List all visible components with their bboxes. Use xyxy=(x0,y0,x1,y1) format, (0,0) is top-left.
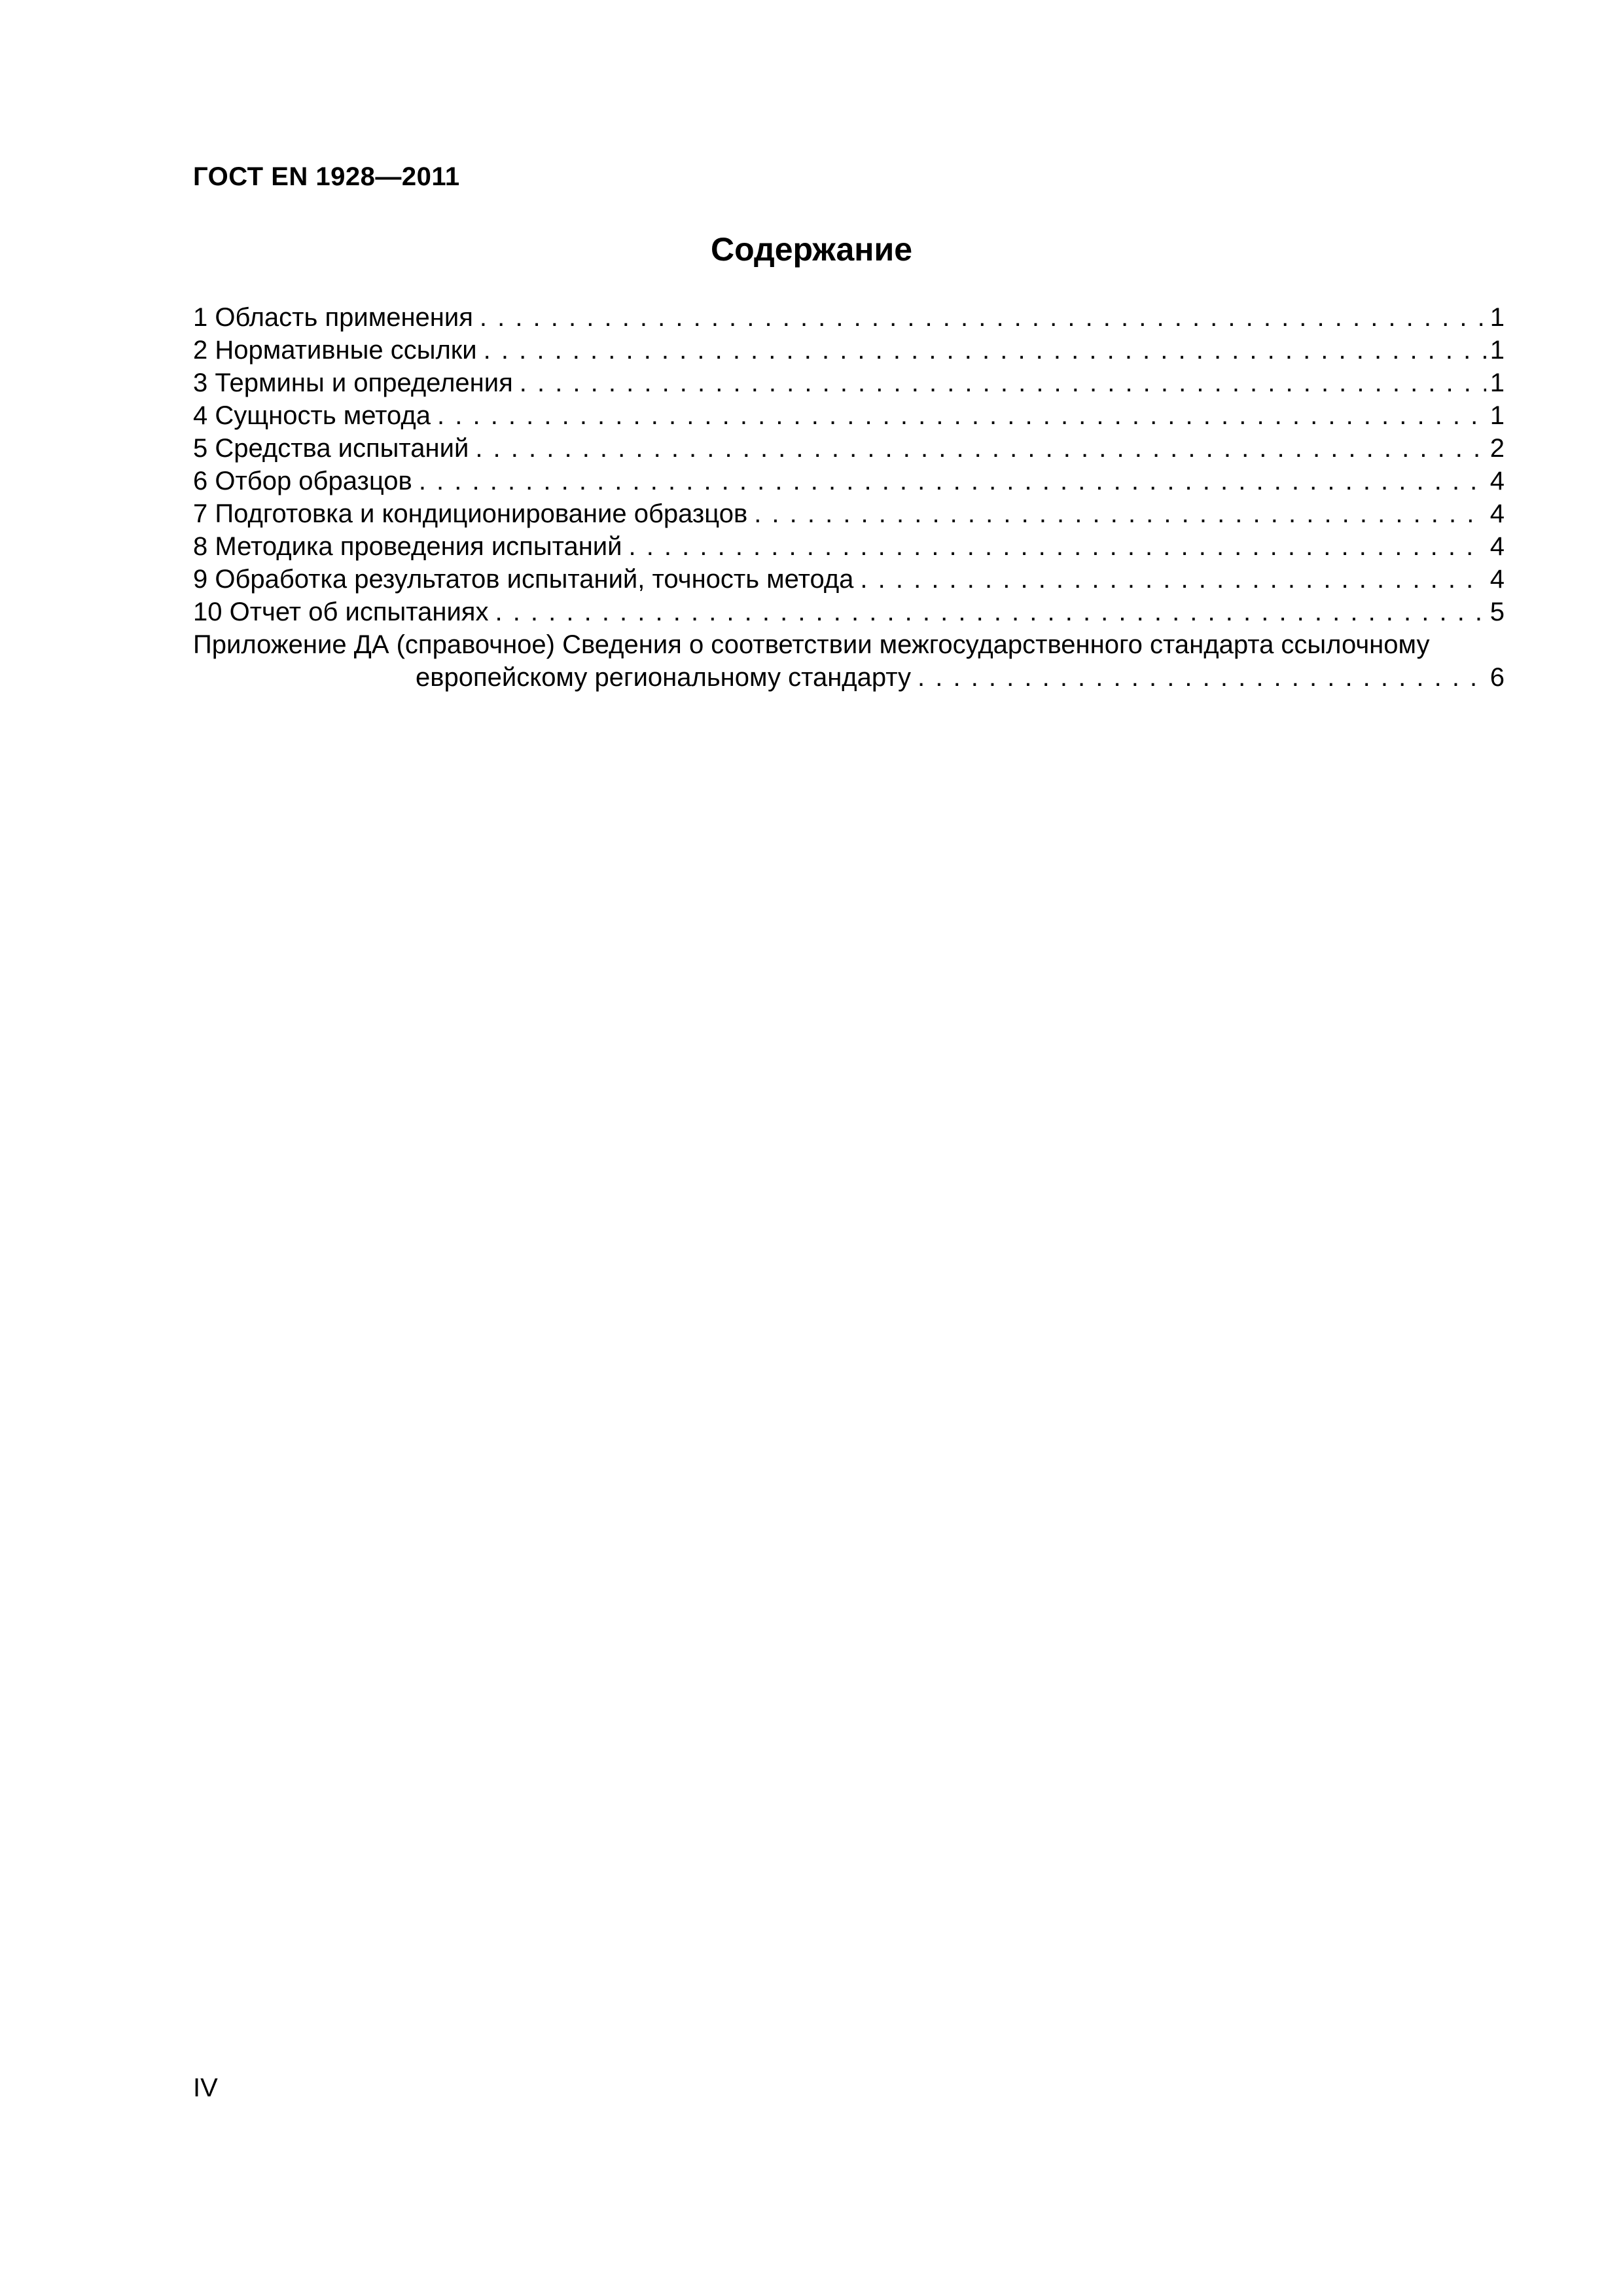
toc-entry[interactable] xyxy=(193,367,1505,399)
annex-title-line2: европейскому региональному стандарту xyxy=(416,663,912,692)
toc-entry-page: 1 xyxy=(1489,368,1505,397)
toc-entry-text: 6 Отбор образцов xyxy=(193,467,412,495)
annex-title-line1: Приложение ДА (справочное) Сведения о соответствии межгосударственного стандарта ссылочному xyxy=(193,630,1430,659)
toc-entry-text: 10 Отчет об испытаниях xyxy=(193,598,489,626)
toc-entry-text: 1 Область применения xyxy=(193,303,473,332)
toc-entry-page: 4 xyxy=(1489,467,1505,495)
toc-entry[interactable] xyxy=(193,301,1505,334)
toc-entry-text: 7 Подготовка и кондиционирование образцов xyxy=(193,499,748,528)
document-id: ГОСТ EN 1928—2011 xyxy=(193,162,460,191)
dot-leader xyxy=(431,399,1486,432)
toc-entry-text: 9 Обработка результатов испытаний, точность метода xyxy=(193,565,854,594)
toc-entry[interactable] xyxy=(193,432,1505,465)
dot-leader xyxy=(853,563,1486,596)
dot-leader xyxy=(469,432,1486,465)
toc-entry-text: 3 Термины и определения xyxy=(193,368,513,397)
toc-entry[interactable] xyxy=(193,465,1505,497)
toc-entry[interactable] xyxy=(193,596,1505,628)
dot-leader xyxy=(473,301,1486,334)
annex-title-line2-row xyxy=(193,661,1505,694)
toc-entry[interactable] xyxy=(193,563,1505,596)
toc-entry-page: 4 xyxy=(1489,532,1505,561)
dot-leader xyxy=(477,334,1486,367)
toc-entry-page: 5 xyxy=(1489,598,1505,626)
toc-entry-page: 6 xyxy=(1489,663,1505,692)
toc-entry-text: 2 Нормативные ссылки xyxy=(193,336,477,365)
toc-entry[interactable] xyxy=(193,399,1505,432)
toc-entry-page: 4 xyxy=(1489,499,1505,528)
toc-entry[interactable] xyxy=(193,334,1505,367)
page-number: IV xyxy=(193,2073,218,2102)
dot-leader xyxy=(412,465,1486,497)
dot-leader xyxy=(488,596,1486,628)
toc-entry-page: 1 xyxy=(1489,303,1505,332)
toc-title: Содержание xyxy=(710,231,913,268)
dot-leader xyxy=(747,497,1486,530)
dot-leader xyxy=(513,367,1486,399)
toc-entry[interactable] xyxy=(193,497,1505,530)
toc-entry-page: 4 xyxy=(1489,565,1505,594)
table-of-contents xyxy=(193,301,1505,694)
toc-entry-text: 8 Методика проведения испытаний xyxy=(193,532,622,561)
toc-entry-text: 5 Средства испытаний xyxy=(193,434,469,463)
toc-entry-page: 2 xyxy=(1489,434,1505,463)
dot-leader xyxy=(622,530,1486,563)
toc-entry-text: 4 Сущность метода xyxy=(193,401,431,430)
dot-leader xyxy=(911,661,1486,694)
toc-entry-page: 1 xyxy=(1489,401,1505,430)
toc-entry[interactable] xyxy=(193,530,1505,563)
toc-annex-entry[interactable] xyxy=(193,628,1505,694)
toc-entry-page: 1 xyxy=(1489,336,1505,365)
